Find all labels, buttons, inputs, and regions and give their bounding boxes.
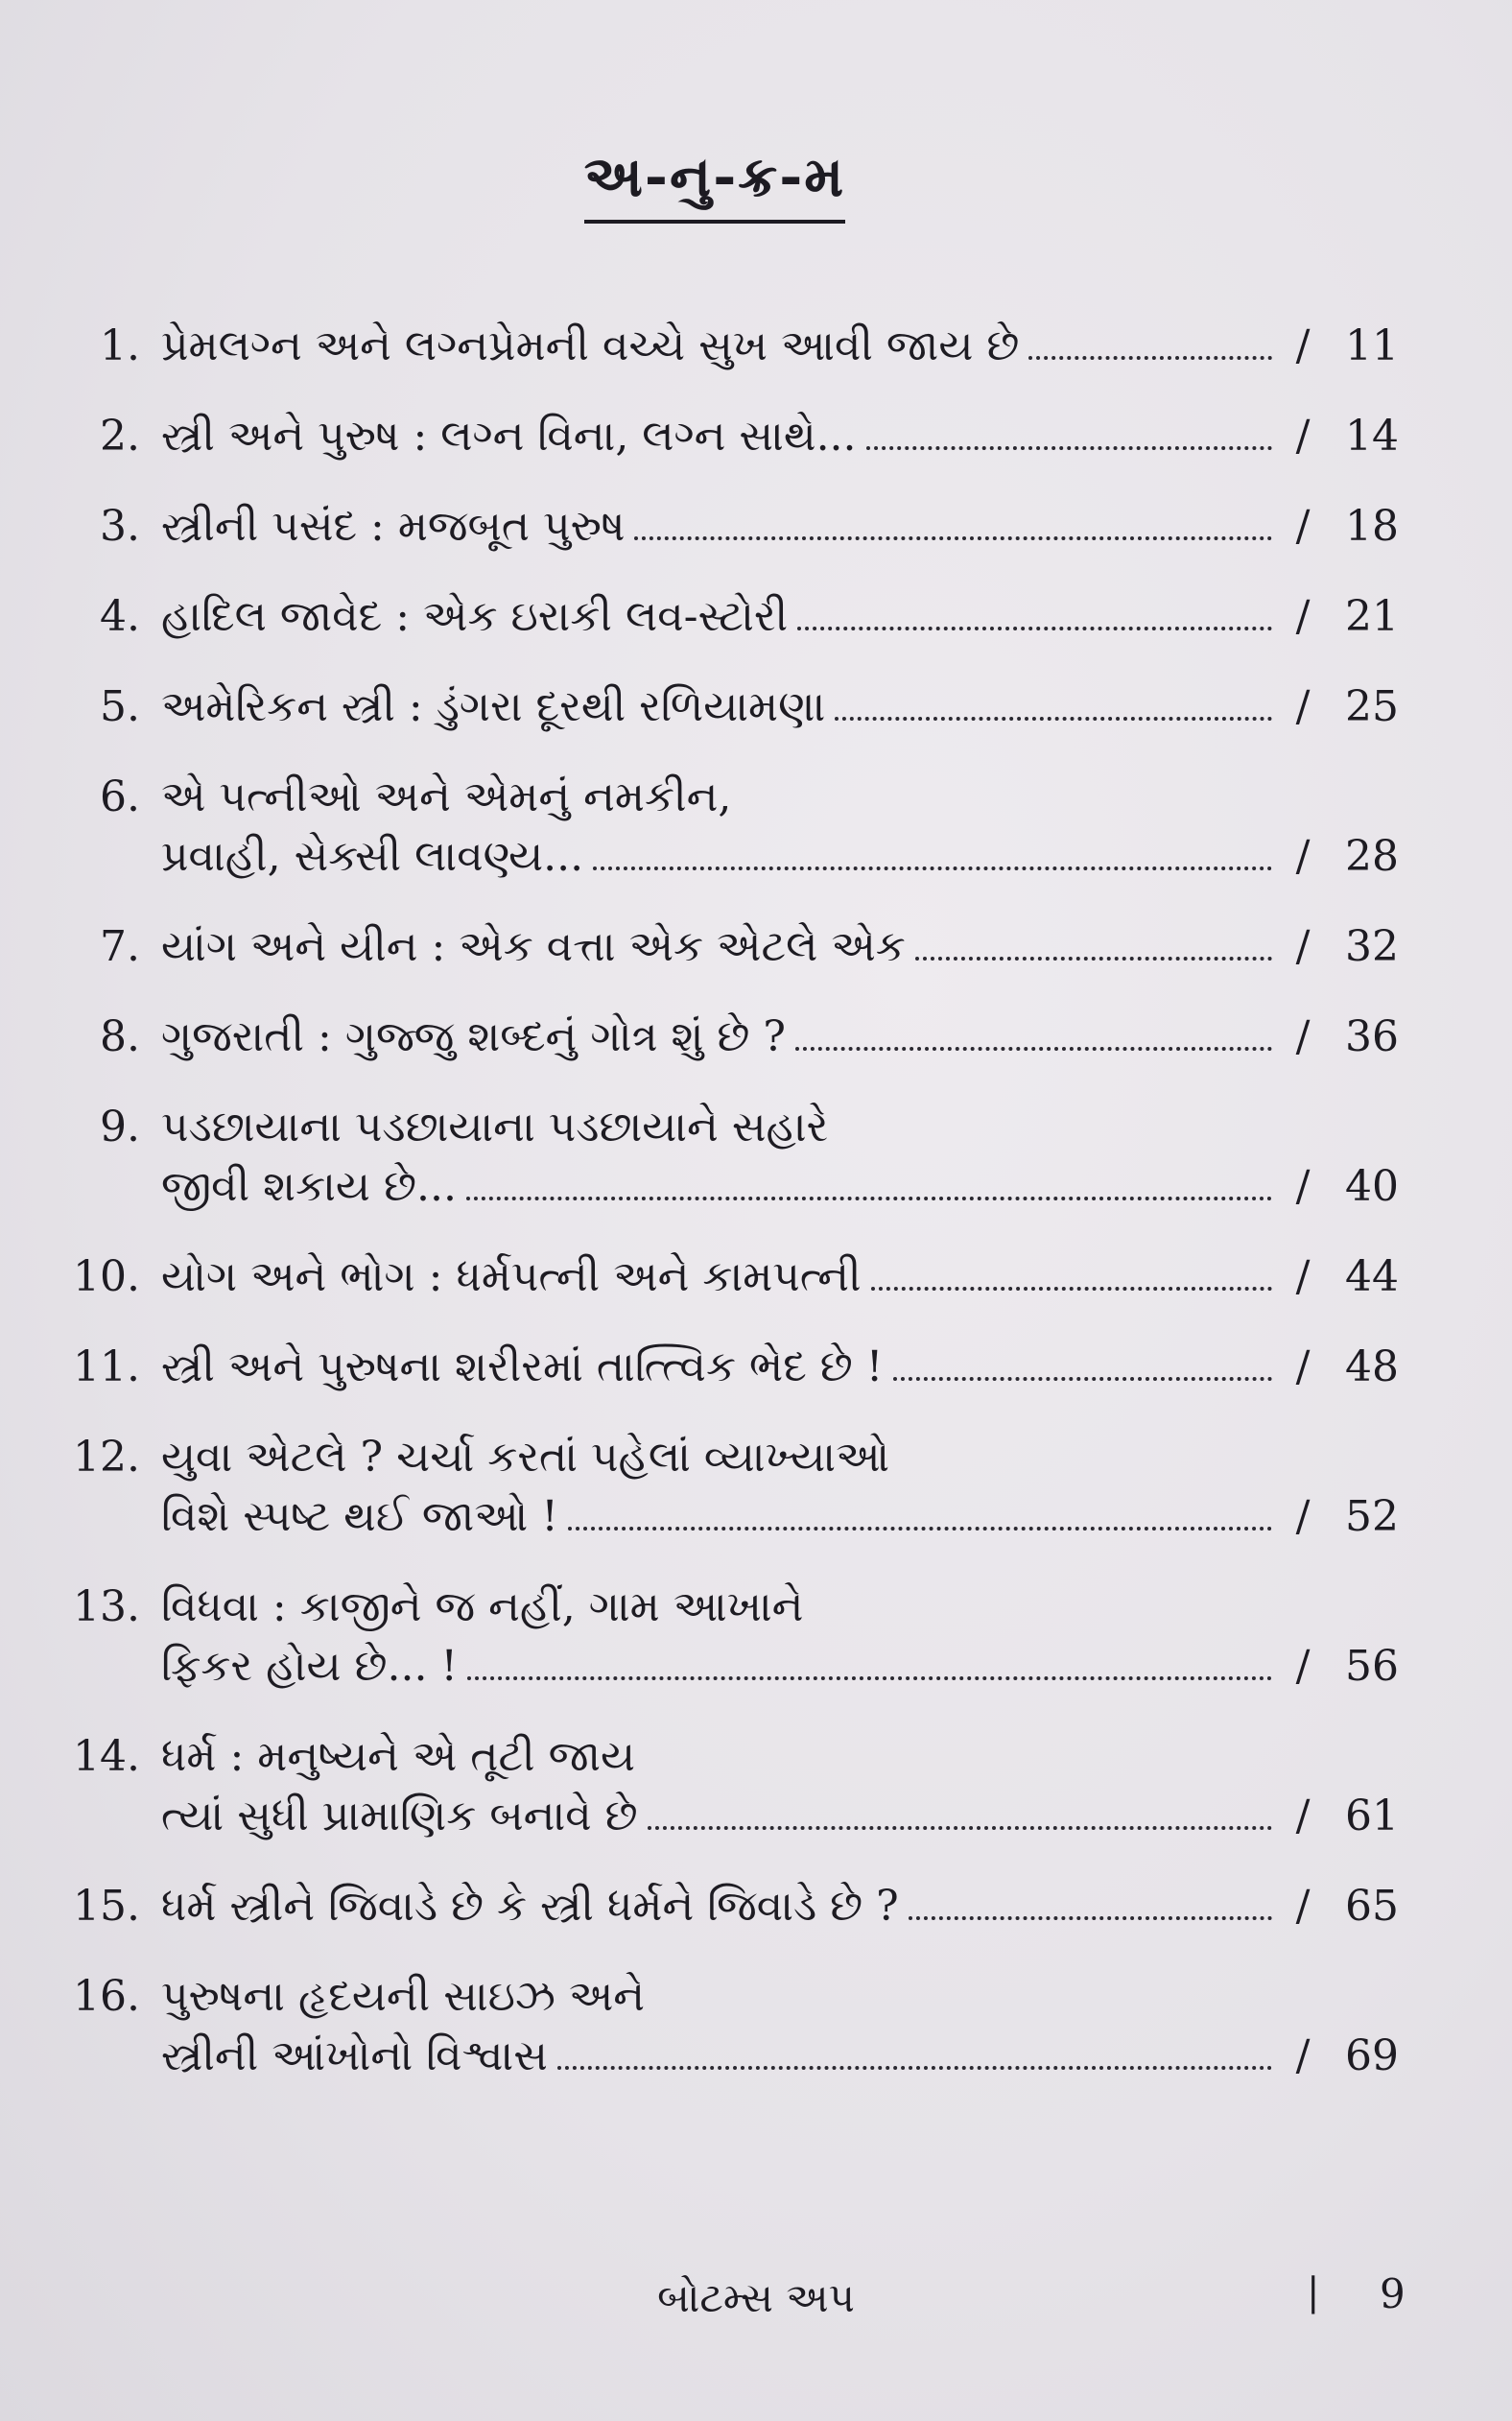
dot-leader: [871, 1287, 1272, 1291]
page-separator: /: [1295, 1342, 1311, 1391]
toc-entry-line: [56, 1487, 1399, 1547]
dot-leader: [568, 1527, 1272, 1531]
dot-leader: [866, 446, 1272, 450]
entry-number: 4.: [100, 592, 140, 641]
entry-title: ગુજરાતી : ગુજ્જુ શબ્દનું ગોત્ર શું છે ?: [161, 1012, 786, 1061]
toc-entry: [56, 407, 1399, 466]
toc-entry-line: [56, 1428, 1399, 1487]
dot-leader: [648, 1826, 1272, 1830]
dot-leader: [835, 717, 1272, 721]
toc-entry: [56, 917, 1399, 977]
page-separator: /: [1295, 922, 1311, 971]
entry-title: વિધવા : કાજીને જ નહીં, ગામ આખાને: [161, 1582, 804, 1631]
entry-title: જીવી શકાય છે...: [161, 1162, 457, 1211]
entry-page-number: 21: [1345, 592, 1399, 641]
toc-entry-line: [56, 1008, 1399, 1067]
entry-page-number: 65: [1345, 1882, 1399, 1931]
entry-number: 9.: [100, 1103, 140, 1151]
footer-book-title: બોટમ્સ અપ: [657, 2274, 855, 2321]
entry-page-number: 36: [1345, 1012, 1399, 1061]
heading-wrap: [0, 144, 1429, 224]
page-separator: /: [1295, 412, 1311, 461]
entry-page-number: 56: [1345, 1642, 1399, 1691]
page-separator: /: [1295, 832, 1311, 881]
entry-title: પ્રેમલગ્ન અને લગ્નપ્રેમની વચ્ચે સુખ આવી જાય છે: [161, 321, 1020, 370]
entry-number: 12.: [73, 1433, 140, 1482]
page-separator: /: [1295, 592, 1311, 641]
dot-leader: [467, 1676, 1272, 1680]
toc-entry-line: [56, 1098, 1399, 1157]
entry-page-number: 61: [1345, 1792, 1399, 1840]
entry-page-number: 40: [1345, 1162, 1399, 1211]
toc-entry: [56, 1247, 1399, 1307]
toc-entry-line: [56, 1637, 1399, 1697]
toc-entry: [56, 1967, 1399, 2086]
entry-number: 3.: [100, 502, 140, 551]
toc-entry-line: [56, 768, 1399, 827]
dot-leader: [915, 957, 1272, 961]
page-separator: /: [1295, 1792, 1311, 1840]
entry-page-number: 32: [1345, 922, 1399, 971]
toc-entry: [56, 768, 1399, 887]
dot-leader: [466, 1197, 1272, 1200]
entry-title: યોગ અને ભોગ : ધર્મપત્ની અને કામપત્ની: [161, 1252, 862, 1301]
entry-title: પુરુષના હૃદયની સાઇઝ અને: [161, 1972, 646, 2021]
page-separator: /: [1295, 1252, 1311, 1301]
entry-title: ધર્મ : મનુષ્યને એ તૂટી જાય: [161, 1732, 636, 1781]
dot-leader: [893, 1377, 1273, 1381]
entry-number: 1.: [100, 321, 140, 370]
entry-number: 14.: [73, 1732, 140, 1781]
toc-entry-line: [56, 917, 1399, 977]
entry-title: ત્યાં સુધી પ્રામાણિક બનાવે છે: [161, 1792, 638, 1840]
entry-page-number: 69: [1345, 2031, 1399, 2080]
entry-number: 6.: [100, 772, 140, 821]
toc-entry: [56, 1428, 1399, 1547]
toc-entry-line: [56, 317, 1399, 376]
entry-title: યુવા એટલે ? ચર્ચા કરતાં પહેલાં વ્યાખ્યાઓ: [161, 1433, 890, 1482]
toc-entry-line: [56, 1157, 1399, 1217]
entry-title: વિશે સ્પષ્ટ થઈ જાઓ !: [161, 1492, 558, 1541]
page-separator: /: [1295, 1012, 1311, 1061]
entry-page-number: 44: [1345, 1252, 1399, 1301]
dot-leader: [797, 627, 1272, 630]
toc-entry: [56, 587, 1399, 647]
toc-entry-line: [56, 497, 1399, 557]
footer-page-number: 9: [1380, 2270, 1406, 2317]
dot-leader: [557, 2066, 1272, 2070]
toc-entry-line: [56, 1338, 1399, 1397]
page-separator: /: [1295, 682, 1311, 731]
entry-number: 7.: [100, 922, 140, 971]
entry-title: હાદિલ જાવેદ : એક ઇરાકી લવ-સ્ટોરી: [161, 592, 789, 641]
entry-number: 11.: [73, 1342, 140, 1391]
entry-title: પડછાયાના પડછાયાના પડછાયાને સહારે: [161, 1103, 829, 1151]
toc-entry: [56, 497, 1399, 557]
entry-number: 10.: [73, 1252, 140, 1301]
entry-page-number: 52: [1345, 1492, 1399, 1541]
toc-entry-line: [56, 1967, 1399, 2027]
toc-entry-line: [56, 1877, 1399, 1936]
toc-entry-line: [56, 587, 1399, 647]
entry-number: 15.: [73, 1882, 140, 1931]
entry-title: સ્ત્રીની પસંદ : મજબૂત પુરુષ: [161, 502, 626, 551]
page-separator: /: [1295, 1162, 1311, 1211]
table-of-contents: [56, 317, 1399, 2117]
toc-entry: [56, 1727, 1399, 1846]
toc-entry-line: [56, 677, 1399, 737]
entry-title: ફિકર હોય છે... !: [161, 1642, 459, 1691]
toc-entry-line: [56, 827, 1399, 887]
toc-entry: [56, 1098, 1399, 1217]
entry-page-number: 48: [1345, 1342, 1399, 1391]
toc-entry-line: [56, 1787, 1399, 1846]
toc-entry: [56, 677, 1399, 737]
page-separator: /: [1295, 2031, 1311, 2080]
toc-entry-line: [56, 1247, 1399, 1307]
toc-entry-line: [56, 1727, 1399, 1787]
entry-title: એ પત્નીઓ અને એમનું નમકીન,: [161, 772, 732, 821]
page-separator: /: [1295, 1642, 1311, 1691]
page-separator: /: [1295, 1492, 1311, 1541]
toc-entry-line: [56, 2027, 1399, 2086]
entry-title: સ્ત્રી અને પુરુષ : લગ્ન વિના, લગ્ન સાથે...: [161, 412, 857, 461]
toc-entry: [56, 1008, 1399, 1067]
entry-title: ધર્મ સ્ત્રીને જિવાડે છે કે સ્ત્રી ધર્મને જિવાડે છે ?: [161, 1882, 899, 1931]
dot-leader: [593, 866, 1272, 870]
toc-heading: અ-નુ-ક્ર-મ: [584, 144, 846, 224]
footer-separator: |: [1307, 2270, 1320, 2314]
entry-title: સ્ત્રી અને પુરુષના શરીરમાં તાત્ત્વિક ભેદ છે !: [161, 1342, 884, 1391]
entry-number: 2.: [100, 412, 140, 461]
toc-entry: [56, 1338, 1399, 1397]
entry-number: 8.: [100, 1012, 140, 1061]
toc-entry-line: [56, 1578, 1399, 1637]
entry-title: અમેરિકન સ્ત્રી : ડુંગરા દૂરથી રળિયામણા: [161, 682, 826, 731]
toc-entry: [56, 1877, 1399, 1936]
entry-page-number: 28: [1345, 832, 1399, 881]
toc-entry: [56, 317, 1399, 376]
toc-entry: [56, 1578, 1399, 1697]
dot-leader: [1028, 356, 1272, 360]
entry-number: 13.: [73, 1582, 140, 1631]
entry-page-number: 14: [1345, 412, 1399, 461]
toc-entry-line: [56, 407, 1399, 466]
dot-leader: [909, 1916, 1272, 1920]
page-separator: /: [1295, 1882, 1311, 1931]
dot-leader: [634, 536, 1272, 540]
entry-page-number: 11: [1345, 321, 1399, 370]
entry-page-number: 18: [1345, 502, 1399, 551]
entry-title: સ્ત્રીની આંખોનો વિશ્વાસ: [161, 2031, 548, 2080]
page-separator: /: [1295, 502, 1311, 551]
dot-leader: [795, 1047, 1272, 1051]
entry-page-number: 25: [1345, 682, 1399, 731]
page-separator: /: [1295, 321, 1311, 370]
entry-number: 5.: [100, 682, 140, 731]
entry-title: યાંગ અને યીન : એક વત્તા એક એટલે એક: [161, 922, 906, 971]
entry-title: પ્રવાહી, સેક્સી લાવણ્ય...: [161, 832, 584, 881]
entry-number: 16.: [73, 1972, 140, 2021]
